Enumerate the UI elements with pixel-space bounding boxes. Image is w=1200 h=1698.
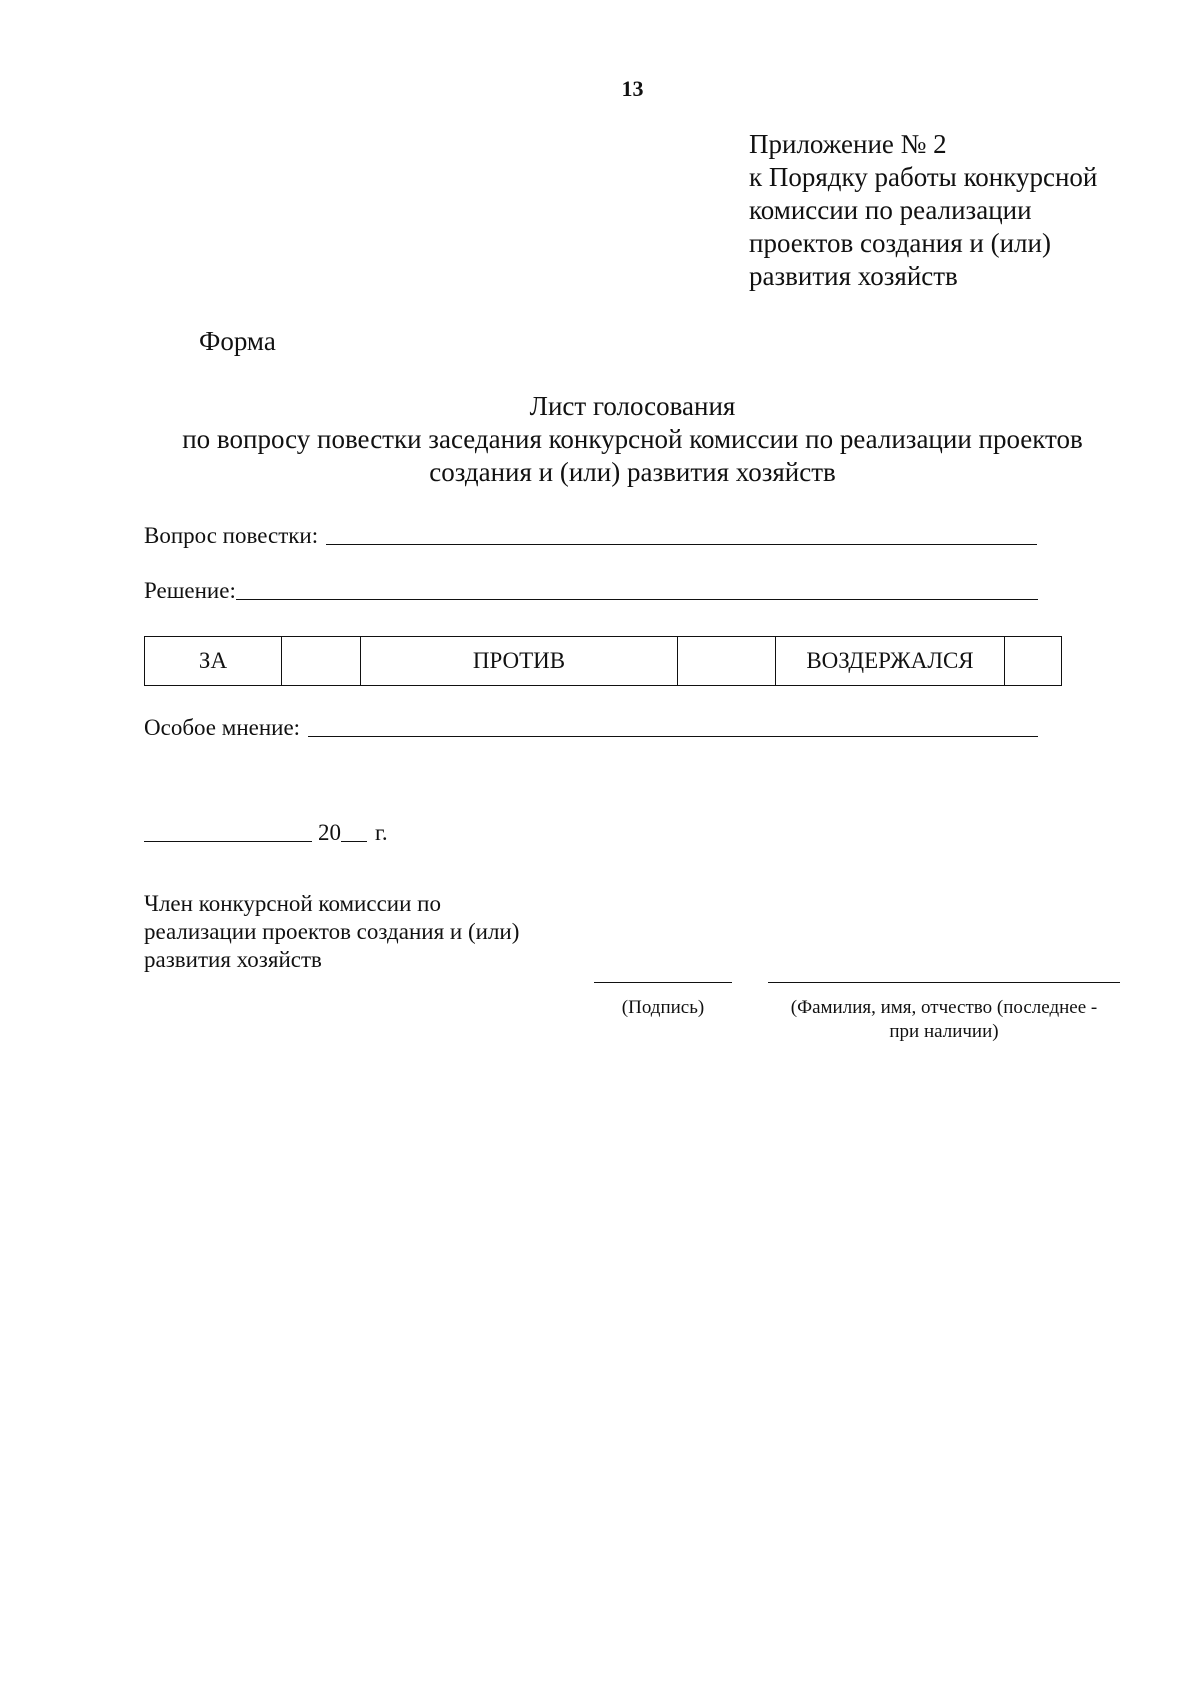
title-line: по вопросу повестки заседания конкурсной комиссии по реализации проектов — [182, 424, 1083, 454]
form-label: Форма — [199, 326, 276, 356]
signature-line[interactable] — [594, 982, 732, 983]
appendix-line: Приложение № 2 — [749, 129, 947, 159]
appendix-line: развития хозяйств — [749, 261, 958, 291]
signature-caption — [594, 996, 732, 1020]
vote-table — [144, 636, 1062, 686]
vote-abstained-cell[interactable] — [1005, 637, 1062, 686]
commission-member-label — [144, 890, 519, 974]
vote-abstained-label: ВОЗДЕРЖАЛСЯ — [776, 637, 1005, 686]
special-opinion-label: Особое мнение: — [144, 715, 301, 740]
member-line: Член конкурсной комиссии по — [144, 891, 441, 916]
vote-for-label: ЗА — [145, 637, 282, 686]
vote-against-label: ПРОТИВ — [361, 637, 678, 686]
title-line: Лист голосования — [529, 391, 736, 421]
agenda-question-field[interactable] — [326, 544, 1037, 545]
decision-label: Решение: — [144, 578, 236, 603]
page-number: 13 — [621, 76, 644, 101]
signature-caption-text: (Подпись) — [621, 997, 705, 1018]
document-title — [0, 390, 1200, 489]
date-row — [144, 820, 388, 846]
appendix-reference — [749, 128, 1097, 293]
agenda-question-row — [144, 523, 1037, 549]
member-line: развития хозяйств — [144, 947, 322, 972]
appendix-line: проектов создания и (или) — [749, 228, 1051, 258]
year-field[interactable] — [341, 841, 367, 842]
vote-row — [145, 637, 1062, 686]
year-suffix: г. — [375, 820, 388, 845]
member-line: реализации проектов создания и (или) — [144, 919, 520, 944]
appendix-line: к Порядку работы конкурсной — [749, 162, 1098, 192]
year-prefix: 20 — [318, 820, 341, 845]
title-line: создания и (или) развития хозяйств — [429, 457, 836, 487]
appendix-line: комиссии по реализации — [749, 195, 1032, 225]
full-name-caption-line: (Фамилия, имя, отчество (последнее - — [790, 997, 1098, 1018]
decision-row — [144, 578, 1038, 604]
full-name-caption — [768, 996, 1120, 1044]
date-day-month-field[interactable] — [144, 841, 312, 842]
full-name-line[interactable] — [768, 982, 1120, 983]
vote-for-cell[interactable] — [282, 637, 361, 686]
special-opinion-row — [144, 715, 1038, 741]
agenda-question-label: Вопрос повестки: — [144, 523, 319, 548]
vote-against-cell[interactable] — [678, 637, 776, 686]
special-opinion-field[interactable] — [308, 736, 1038, 737]
decision-field[interactable] — [236, 599, 1038, 600]
full-name-caption-line: при наличии) — [889, 1021, 999, 1042]
